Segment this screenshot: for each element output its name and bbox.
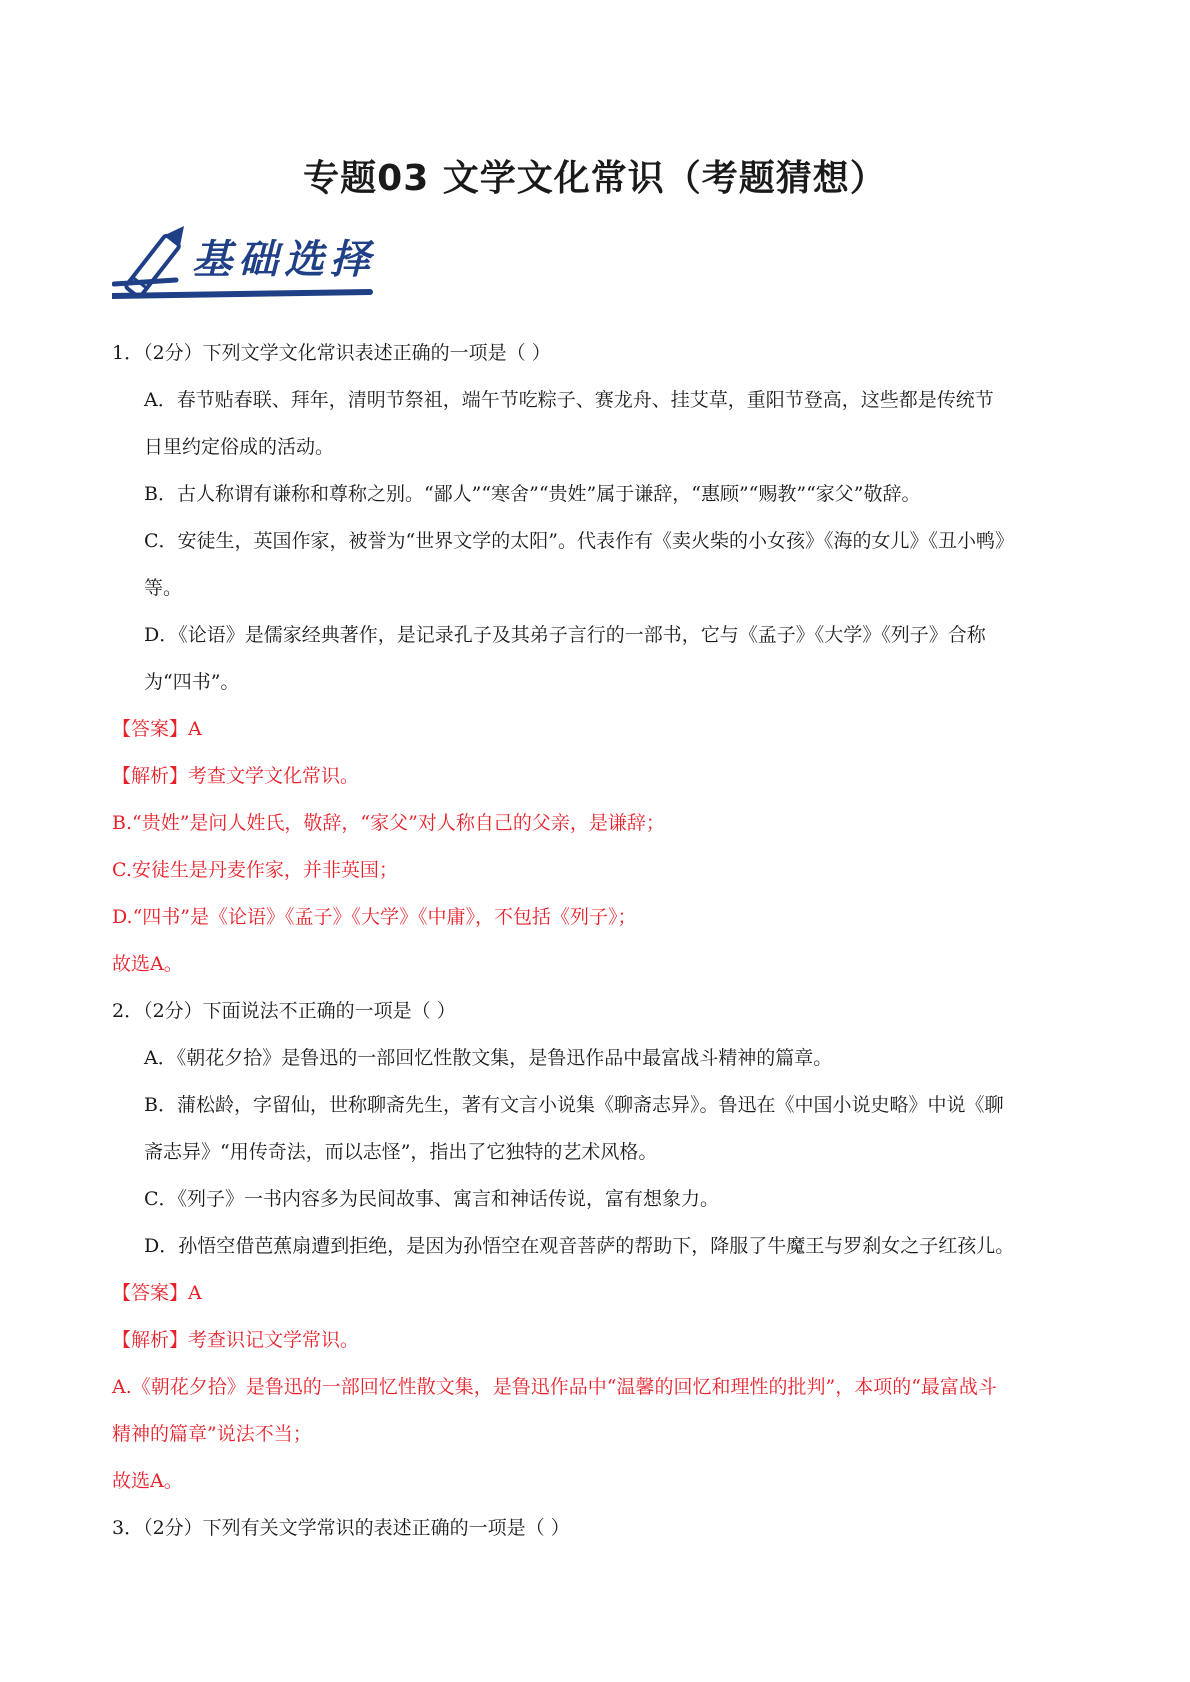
question-stem: 2．（2分）下面说法不正确的一项是（ ） [112,1000,456,1022]
option-line: A．春节贴春联、拜年，清明节祭祖，端午节吃粽子、赛龙舟、挂艾草，重阳节登高，这些都是传统节 [144,389,994,411]
option-line: B．古人称谓有谦称和尊称之别。“鄙人”“寒舍”“贵姓”属于谦辞，“惠顾”“赐教”“家父”敬辞。 [144,483,921,505]
page-title: 专题03 文学文化常识（考题猜想） [303,158,887,199]
question-stem: 3．（2分）下列有关文学常识的表述正确的一项是（ ） [112,1517,570,1539]
banner-label: 基础选择 [192,236,376,283]
analysis-line: 故选A。 [112,1470,183,1492]
option-line-cont: 日里约定俗成的活动。 [144,436,335,458]
analysis-line: C.安徒生是丹麦作家，并非英国； [112,859,398,881]
option-c [112,518,1080,612]
option-a [112,377,1080,471]
question-stem: 1．（2分）下列文学文化常识表述正确的一项是（ ） [112,342,551,364]
option-line-cont: 斋志异》“用传奇法，而以志怪”，指出了它独特的艺术风格。 [144,1141,658,1163]
question-2 [112,988,1080,1505]
analysis-line: A.《朝花夕拾》是鲁迅的一部回忆性散文集，是鲁迅作品中“温馨的回忆和理性的批判”，本项的“最富战斗 [112,1376,997,1398]
option-a [112,1035,1080,1082]
option-line: A．《朝花夕拾》是鲁迅的一部回忆性散文集，是鲁迅作品中最富战斗精神的篇章。 [144,1047,833,1069]
analysis-line: 精神的篇章”说法不当； [112,1423,312,1445]
option-c [112,1176,1080,1223]
option-line: B．蒲松龄，字留仙，世称聊斋先生，著有文言小说集《聊斋志异》。鲁迅在《中国小说史略》中说《聊 [144,1094,1004,1116]
option-line-cont: 等。 [144,577,183,599]
option-line: C．安徒生，英国作家，被誉为“世界文学的太阳”。代表作有《卖火柴的小女孩》《海的女儿》《丑小鸭》 [144,530,1014,552]
analysis-line: D.“四书”是《论语》《孟子》《大学》《中庸》，不包括《列子》； [112,906,637,928]
section-banner [112,222,402,312]
question-1 [112,330,1080,988]
question-3 [112,1505,1080,1552]
content [112,330,1080,1552]
analysis-line: 故选A。 [112,953,183,975]
option-d [112,612,1080,706]
option-line: D．《论语》是儒家经典著作，是记录孔子及其弟子言行的一部书，它与《孟子》《大学》《列子》合称 [144,624,986,646]
analysis-head: 【解析】考查识记文学常识。 [112,1329,360,1351]
analysis-head: 【解析】考查文学文化常识。 [112,765,360,787]
option-line: D．孙悟空借芭蕉扇遭到拒绝，是因为孙悟空在观音菩萨的帮助下，降服了牛魔王与罗刹女之子红孩儿。 [144,1235,1015,1257]
option-d [112,1223,1080,1270]
answer-label: 【答案】A [112,1282,202,1304]
option-line: C．《列子》一书内容多为民间故事、寓言和神话传说，富有想象力。 [144,1188,720,1210]
option-b [112,471,1080,518]
analysis-line: B.“贵姓”是问人姓氏，敬辞，“家父”对人称自己的父亲，是谦辞； [112,812,665,834]
answer-label: 【答案】A [112,718,202,740]
option-b [112,1082,1080,1176]
option-line-cont: 为“四书”。 [144,671,240,693]
